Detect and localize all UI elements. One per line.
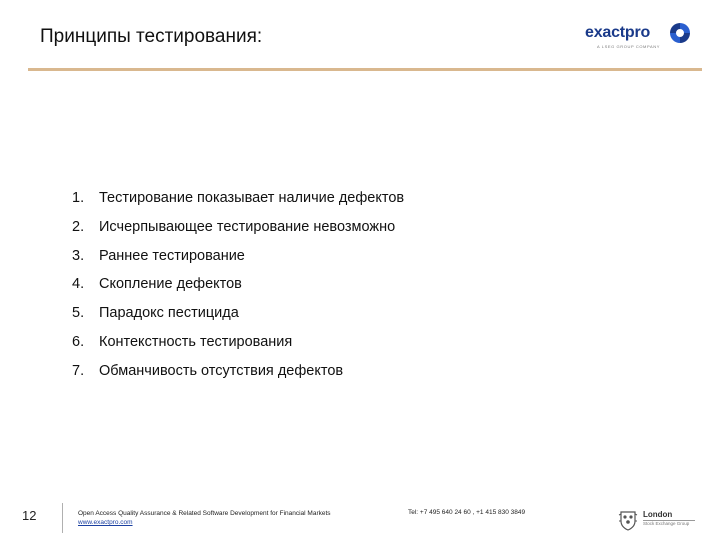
- logo-wordmark: exactpro: [585, 24, 651, 41]
- list-item-text: Тестирование показывает наличие дефектов: [99, 190, 405, 206]
- list-item: [72, 357, 404, 386]
- footer-description: [78, 509, 331, 527]
- list-item: [72, 328, 404, 357]
- lse-subtitle: Stock Exchange Group: [643, 521, 690, 526]
- list-item-number: 4.: [72, 276, 85, 293]
- principles-list: [72, 184, 404, 386]
- list-item: [72, 270, 404, 299]
- slide-title: Принципы тестирования:: [40, 26, 263, 47]
- list-item-text: Парадокс пестицида: [99, 305, 239, 322]
- footer-phone: Tel: +7 495 640 24 60 , +1 415 830 3849: [408, 509, 526, 516]
- list-item-number: 6.: [72, 333, 85, 350]
- title-divider: [28, 68, 702, 71]
- exactpro-logo: [585, 22, 695, 52]
- footer-tagline: Open Access Quality Assurance & Related Software Development for Financial Markets: [78, 510, 331, 517]
- list-item-number: 2.: [72, 218, 85, 235]
- lse-crest-icon: [618, 509, 638, 531]
- page-number: 12: [22, 508, 37, 523]
- list-item-number: 7.: [72, 362, 85, 379]
- list-item-number: 3.: [72, 247, 85, 264]
- list-item: [72, 184, 404, 213]
- lse-logo: [618, 509, 698, 531]
- list-item: [72, 299, 404, 328]
- list-item-number: 1.: [72, 190, 85, 206]
- website-link[interactable]: www.exactpro.com: [78, 519, 133, 526]
- footer-divider: [62, 503, 63, 533]
- list-item-number: 5.: [72, 305, 85, 322]
- list-item-text: Исчерпывающее тестирование невозможно: [99, 218, 396, 235]
- logo-tagline: A LSEG GROUP COMPANY: [597, 44, 660, 49]
- list-item-text: Обманчивость отсутствия дефектов: [99, 362, 344, 379]
- exactpro-swirl-icon: [669, 22, 691, 44]
- lse-name: London: [643, 510, 673, 519]
- list-item: [72, 213, 404, 242]
- list-item: [72, 242, 404, 271]
- list-item-text: Контекстность тестирования: [99, 333, 293, 350]
- list-item-text: Скопление дефектов: [99, 276, 242, 293]
- list-item-text: Раннее тестирование: [99, 247, 245, 264]
